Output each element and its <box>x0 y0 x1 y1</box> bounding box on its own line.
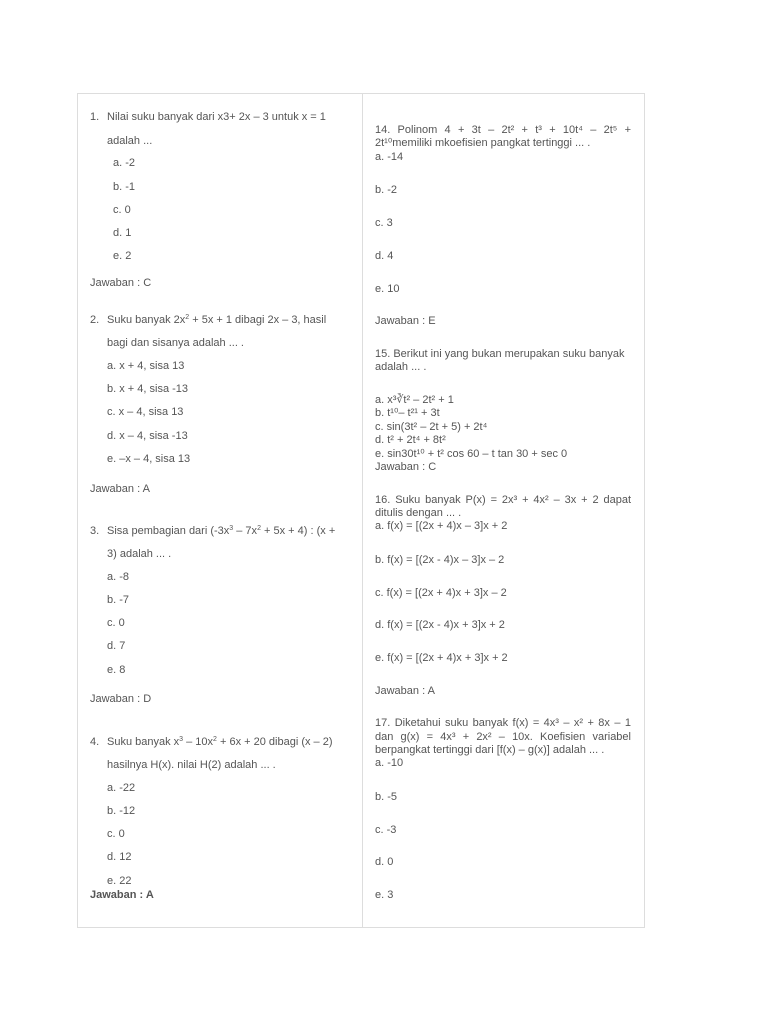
q3-option-a: a. -8 <box>107 571 130 583</box>
q4-option-e: e. 22 <box>107 875 132 887</box>
q2-text-line1: Suku banyak $2x^2 + 5x + 1$ dibagi 2x – 3, hasil <box>107 314 327 326</box>
q15-option-a: a. x³∛t² – 2t² + 1 <box>375 394 454 406</box>
q16-text-line2: ditulis dengan ... . <box>375 507 462 519</box>
q16-option-d: d. f(x) = [(2x - 4)x + 3]x + 2 <box>375 619 505 631</box>
q1-text-line1: Nilai suku banyak dari x3+ 2x – 3 untuk x = 1 <box>107 111 326 123</box>
q17-option-e: e. 3 <box>375 889 394 901</box>
q2-answer: Jawaban : A <box>90 483 150 495</box>
q4-answer: Jawaban : A <box>90 889 154 901</box>
q2-option-e: e. –x – 4, sisa 13 <box>107 453 191 465</box>
q4-text-line1: Suku banyak $x^3 - 10x^2 + 6x + 20$ dibagi (x – 2) <box>107 736 333 748</box>
q1-option-b: b. -1 <box>113 181 136 193</box>
q17-text-line1: 17. Diketahui suku banyak f(x) = 4x³ – x² + 8x – 1 <box>375 717 631 729</box>
q14-option-c: c. 3 <box>375 217 393 229</box>
q15-option-c: c. sin(3t² – 2t + 5) + 2t⁴ <box>375 421 488 433</box>
q3-answer: Jawaban : D <box>90 693 152 705</box>
q16-option-b: b. f(x) = [(2x - 4)x – 3]x – 2 <box>375 554 505 566</box>
q17-option-c: c. -3 <box>375 824 397 836</box>
q2-option-d: d. x – 4, sisa -13 <box>107 430 188 442</box>
column-divider <box>362 93 363 928</box>
q15-option-d: d. t² + 2t⁴ + 8t² <box>375 434 446 446</box>
q2-number: 2. <box>90 314 100 326</box>
q17-option-a: a. -10 <box>375 757 404 769</box>
q17-text-line3: berpangkat tertinggi dari [f(x) – g(x)] adalah ... . <box>375 744 605 756</box>
q4-option-a: a. -22 <box>107 782 136 794</box>
q1-option-d: d. 1 <box>113 227 132 239</box>
q15-text-line2: adalah ... . <box>375 361 427 373</box>
q3-text-line2: 3) adalah ... . <box>107 548 172 560</box>
q16-option-c: c. f(x) = [(2x + 4)x + 3]x – 2 <box>375 587 507 599</box>
q16-answer: Jawaban : A <box>375 685 435 697</box>
q3-number: 3. <box>90 525 100 537</box>
q4-option-c: c. 0 <box>107 828 125 840</box>
q16-option-a: a. f(x) = [(2x + 4)x – 3]x + 2 <box>375 520 508 532</box>
q3-option-d: d. 7 <box>107 640 126 652</box>
q1-option-e: e. 2 <box>113 250 132 262</box>
q1-option-c: c. 0 <box>113 204 131 216</box>
q3-text-line1: Sisa pembagian dari $(-3x^3 - 7x^2 + 5x + 4)$ : (x + <box>107 525 336 537</box>
q2-text-line2: bagi dan sisanya adalah ... . <box>107 337 244 349</box>
q4-text-line2: hasilnya H(x). nilai H(2) adalah ... . <box>107 759 276 771</box>
q1-text-line2: adalah ... <box>107 135 153 147</box>
q4-option-b: b. -12 <box>107 805 136 817</box>
q1-number: 1. <box>90 111 100 123</box>
q2-option-b: b. x + 4, sisa -13 <box>107 383 189 395</box>
q14-text-line1: 14. Polinom 4 + 3t – 2t² + t³ + 10t⁴ – 2t⁵ + <box>375 124 631 136</box>
q16-text-line1: 16. Suku banyak P(x) = 2x³ + 4x² – 3x + 2 dapat <box>375 494 631 506</box>
q2-option-a: a. x + 4, sisa 13 <box>107 360 185 372</box>
q4-number: 4. <box>90 736 100 748</box>
q14-answer: Jawaban : E <box>375 315 436 327</box>
q15-text-line1: 15. Berikut ini yang bukan merupakan suku banyak <box>375 348 625 360</box>
q1-answer: Jawaban : C <box>90 277 152 289</box>
q15-answer: Jawaban : C <box>375 461 437 473</box>
q4-option-d: d. 12 <box>107 851 132 863</box>
q14-text-line2: 2t¹⁰memiliki mkoefisien pangkat tertinggi ... . <box>375 137 591 149</box>
q2-option-c: c. x – 4, sisa 13 <box>107 406 184 418</box>
q3-option-c: c. 0 <box>107 617 125 629</box>
q14-option-a: a. -14 <box>375 151 404 163</box>
q17-option-b: b. -5 <box>375 791 398 803</box>
q17-text-line2: dan g(x) = 4x³ + 2x² – 10x. Koefisien variabel <box>375 731 631 743</box>
q1-option-a: a. -2 <box>113 157 136 169</box>
q17-option-d: d. 0 <box>375 856 394 868</box>
q14-option-e: e. 10 <box>375 283 400 295</box>
q15-option-e: e. sin30t¹⁰ + t² cos 60 – t tan 30 + sec 0 <box>375 448 568 460</box>
q16-option-e: e. f(x) = [(2x + 4)x + 3]x + 2 <box>375 652 508 664</box>
q3-option-b: b. -7 <box>107 594 130 606</box>
q14-option-b: b. -2 <box>375 184 398 196</box>
document-page <box>77 93 645 928</box>
q3-option-e: e. 8 <box>107 664 126 676</box>
q15-option-b: b. t¹⁰– t²¹ + 3t <box>375 407 440 419</box>
q14-option-d: d. 4 <box>375 250 394 262</box>
